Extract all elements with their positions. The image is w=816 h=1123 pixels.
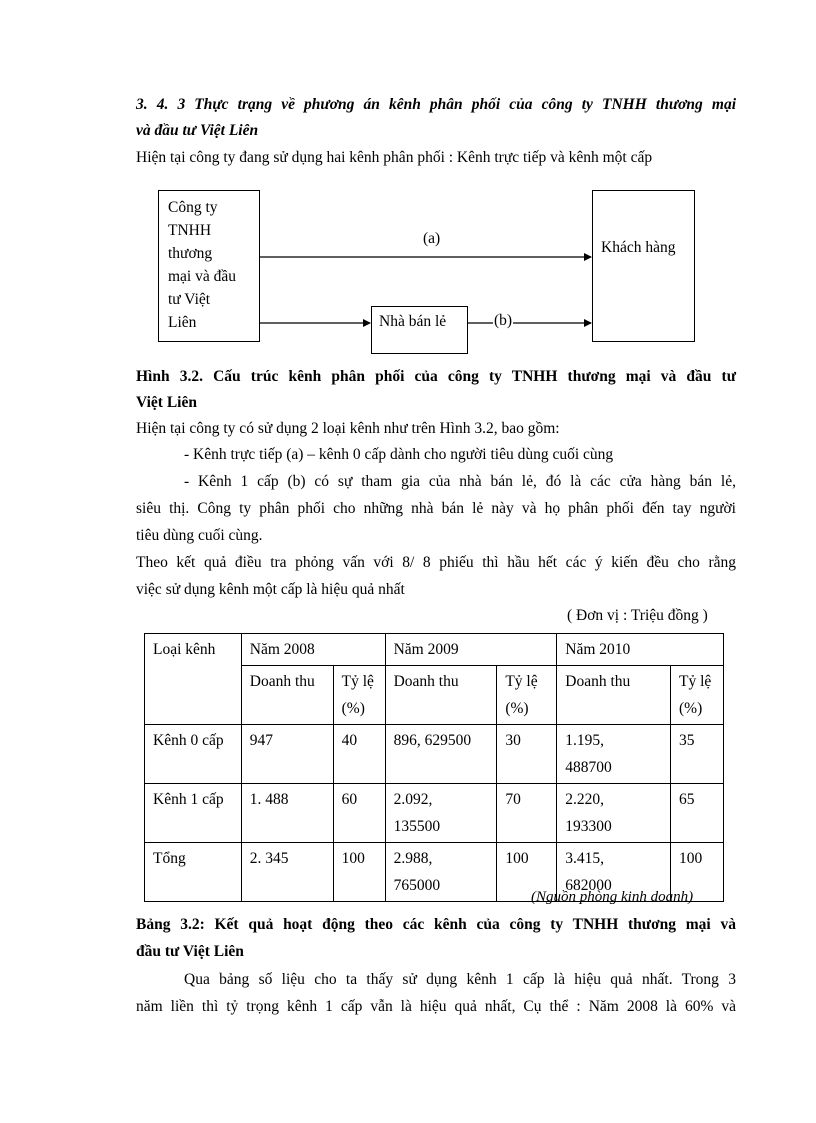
header-year-2008: Năm 2008 (241, 634, 385, 666)
cell-revenue-2009: 2.988, 765000 (385, 843, 497, 902)
subheader-ratio: Tỷ lệ (%) (497, 666, 557, 725)
channel-results-table (144, 633, 724, 902)
cell-ratio-2010: 100 (671, 843, 724, 902)
customer-label: Khách hàng (601, 239, 676, 256)
table-caption-line-1: Bảng 3.2: Kết quả hoạt động theo các kênh của công ty TNHH thương mại và (136, 916, 736, 933)
table-source: (Nguồn phòng kinh doanh) (531, 889, 694, 905)
section-title-line-2: và đầu tư Việt Liên (136, 122, 259, 139)
subheader-revenue: Doanh thu (557, 666, 671, 725)
cell-revenue-2008: 1. 488 (241, 784, 333, 843)
cell-revenue-2010: 2.220, 193300 (557, 784, 671, 843)
subheader-ratio: Tỷ lệ (%) (671, 666, 724, 725)
survey-paragraph-line-1: Theo kết quả điều tra phỏng vấn với 8/ 8 phiếu thì hầu hết các ý kiến đều cho rằng (136, 554, 736, 571)
row-channel-name: Kênh 1 cấp (145, 784, 242, 843)
company-line: mại và đầu (168, 268, 237, 285)
cell-ratio-2010: 35 (671, 725, 724, 784)
label-b: (b) (494, 312, 513, 329)
bullet-one-level-line-2: siêu thị. Công ty phân phối cho những nhà bán lẻ này và họ phân phối đến tay người (136, 500, 736, 517)
label-a: (a) (423, 230, 441, 247)
cell-ratio-2008: 40 (333, 725, 385, 784)
cell-revenue-2008: 947 (241, 725, 333, 784)
table-header-row (145, 634, 724, 666)
company-line: TNHH (168, 222, 212, 239)
subheader-revenue: Doanh thu (241, 666, 333, 725)
cell-ratio-2008: 60 (333, 784, 385, 843)
cell-revenue-2009: 2.092, 135500 (385, 784, 497, 843)
cell-ratio-2009: 100 (497, 843, 557, 902)
table-row (145, 725, 724, 784)
row-channel-name: Tổng (145, 843, 242, 902)
table-caption-line-2: đầu tư Việt Liên (136, 943, 244, 960)
cell-revenue-2010: 1.195, 488700 (557, 725, 671, 784)
conclusion-line-1: Qua bảng số liệu cho ta thấy sử dụng kênh 1 cấp là hiệu quả nhất. Trong 3 (184, 971, 736, 988)
cell-ratio-2009: 30 (497, 725, 557, 784)
diagram-arrows (0, 0, 816, 400)
cell-revenue-2008: 2. 345 (241, 843, 333, 902)
cell-ratio-2009: 70 (497, 784, 557, 843)
retailer-label: Nhà bán lẻ (379, 313, 447, 330)
body-paragraph-1: Hiện tại công ty có sử dụng 2 loại kênh như trên Hình 3.2, bao gồm: (136, 420, 560, 437)
header-year-2009: Năm 2009 (385, 634, 557, 666)
figure-caption-line-2: Việt Liên (136, 394, 197, 411)
cell-revenue-2010: 3.415, 682000 (557, 843, 671, 902)
subheader-revenue: Doanh thu (385, 666, 497, 725)
cell-revenue-2009: 896, 629500 (385, 725, 497, 784)
company-line: thương (168, 245, 213, 262)
section-title-line-1: 3. 4. 3 Thực trạng về phương án kênh phân phối của công ty TNHH thương mại (136, 96, 736, 113)
bullet-one-level-line-1: - Kênh 1 cấp (b) có sự tham gia của nhà bán lẻ, đó là các cửa hàng bán lẻ, (184, 473, 736, 490)
cell-ratio-2008: 100 (333, 843, 385, 902)
cell-ratio-2010: 65 (671, 784, 724, 843)
survey-paragraph-line-2: việc sử dụng kênh một cấp là hiệu quả nhất (136, 581, 405, 598)
table-unit-note: ( Đơn vị : Triệu đồng ) (567, 607, 708, 624)
bullet-one-level-line-3: tiêu dùng cuối cùng. (136, 527, 263, 544)
table-row (145, 784, 724, 843)
figure-caption-line-1: Hình 3.2. Cấu trúc kênh phân phối của công ty TNHH thương mại và đầu tư (136, 368, 736, 385)
row-channel-name: Kênh 0 cấp (145, 725, 242, 784)
company-line: Liên (168, 314, 197, 331)
company-line: Công ty (168, 199, 218, 216)
company-line: tư Việt (168, 291, 211, 308)
header-channel: Loại kênh (145, 634, 242, 725)
subheader-ratio: Tỷ lệ (%) (333, 666, 385, 725)
conclusion-line-2: năm liền thì tỷ trọng kênh 1 cấp vẫn là hiệu quả nhất, Cụ thể : Năm 2008 là 60% và (136, 998, 736, 1015)
header-year-2010: Năm 2010 (557, 634, 724, 666)
bullet-direct-channel: - Kênh trực tiếp (a) – kênh 0 cấp dành cho người tiêu dùng cuối cùng (184, 446, 614, 463)
intro-text: Hiện tại công ty đang sử dụng hai kênh phân phối : Kênh trực tiếp và kênh một cấp (136, 149, 653, 166)
